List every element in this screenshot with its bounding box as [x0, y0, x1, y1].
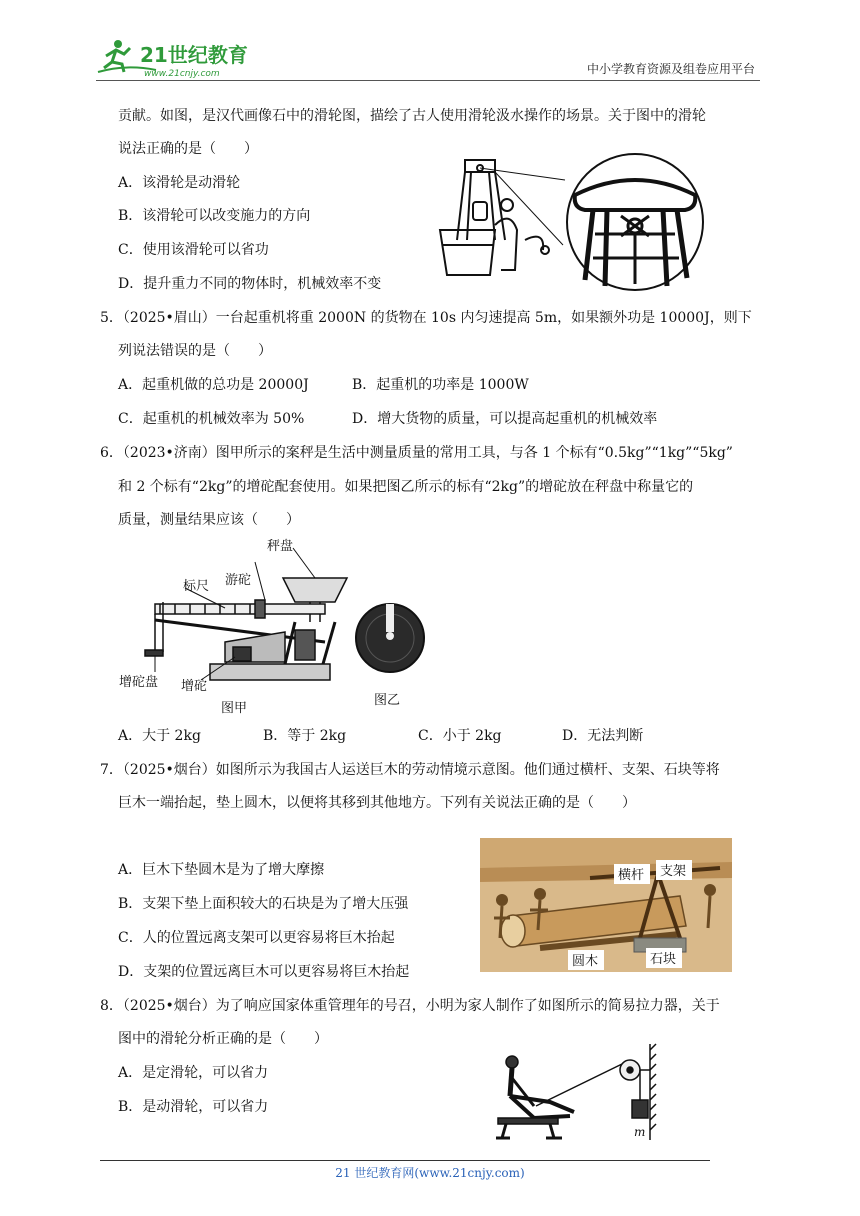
q4-line-2: 说法正确的是（ ） [118, 141, 258, 157]
q8-option-b: B．是动滑轮，可以省力 [118, 1099, 269, 1115]
q5-line-2: 列说法错误的是（ ） [118, 343, 272, 359]
header-divider [96, 80, 760, 81]
q7-line-2: 巨木一端抬起，垫上圆木，以便将其移到其他地方。下列有关说法正确的是（ ） [118, 795, 636, 811]
q7-option-d: D．支架的位置远离巨木可以更容易将巨木抬起 [118, 964, 410, 980]
slotted-weight-figure [350, 600, 430, 712]
label-support-frame: 支架 [660, 864, 687, 879]
label-weight: 增砣 [181, 679, 208, 694]
mass-label: m [634, 1125, 646, 1139]
label-rider: 游砣 [225, 573, 252, 588]
q5-option-c: C．起重机的机械效率为 50% [118, 411, 305, 427]
label-stone-block: 石块 [650, 952, 677, 967]
q7-option-c: C．人的位置远离支架可以更容易将巨木抬起 [118, 930, 395, 946]
q8-line-2: 图中的滑轮分析正确的是（ ） [118, 1031, 328, 1047]
site-logo [96, 36, 256, 80]
q5-option-d: D．增大货物的质量，可以提高起重机的机械效率 [352, 411, 658, 427]
q6-line-2: 和 2 个标有“2kg”的增砣配套使用。如果把图乙所示的标有“2kg”的增砣放在秤盘中称量它的 [118, 479, 694, 495]
log-transport-figure [480, 838, 732, 972]
q4-line-1: 贡献。如图，是汉代画像石中的滑轮图，描绘了古人使用滑轮汲水操作的场景。关于图中的滑轮 [118, 108, 706, 124]
q5-line-1: 5．（2025•眉山）一台起重机将重 2000N 的货物在 10s 内匀速提高 5m，如果额外功是 10000J，则下 [100, 310, 752, 326]
label-pan: 秤盘 [267, 539, 294, 554]
q6-option-b: B．等于 2kg [263, 728, 347, 744]
q4-option-b: B．该滑轮可以改变施力的方向 [118, 208, 311, 224]
q5-option-a: A．起重机做的总功是 20000J [118, 377, 309, 393]
pulley-carving-figure [435, 150, 710, 292]
q7-option-a: A．巨木下垫圆木是为了增大摩擦 [118, 862, 325, 878]
logo-text: 21世纪教育 [140, 43, 248, 67]
footer-link[interactable]: 21 世纪教育网(www.21cnjy.com) [335, 1166, 525, 1180]
label-figure-a: 图甲 [221, 701, 248, 716]
logo-url: www.21cnjy.com [144, 69, 220, 79]
label-lever-bar: 横杆 [618, 868, 645, 883]
q6-option-c: C．小于 2kg [418, 728, 502, 744]
label-figure-b: 图乙 [374, 693, 401, 708]
runner-logo-icon [96, 36, 256, 80]
header-platform-name: 中小学教育资源及组卷应用平台 [586, 62, 755, 76]
q6-line-3: 质量，测量结果应该（ ） [118, 512, 300, 528]
q6-option-a: A．大于 2kg [118, 728, 201, 744]
q4-option-d: D．提升重力不同的物体时，机械效率不变 [118, 276, 382, 292]
label-roller-log: 圆木 [572, 954, 599, 969]
label-weight-pan: 增砣盘 [119, 675, 159, 690]
pulley-exerciser-figure [490, 1040, 660, 1144]
q8-line-1: 8．（2025•烟台）为了响应国家体重管理年的号召，小明为家人制作了如图所示的简易拉力器，关于 [100, 998, 720, 1014]
q4-option-a: A．该滑轮是动滑轮 [118, 175, 241, 191]
q6-option-d: D．无法判断 [562, 728, 644, 744]
q4-option-c: C．使用该滑轮可以省功 [118, 242, 269, 258]
q5-option-b: B．起重机的功率是 1000W [352, 377, 529, 393]
q7-option-b: B．支架下垫上面积较大的石块是为了增大压强 [118, 896, 409, 912]
q7-line-1: 7．（2025•烟台）如图所示为我国古人运送巨木的劳动情境示意图。他们通过横杆、支架、石块等将 [100, 762, 720, 778]
footer-divider [100, 1160, 710, 1161]
q8-option-a: A．是定滑轮，可以省力 [118, 1065, 269, 1081]
label-scale-ruler: 标尺 [183, 579, 210, 594]
q6-line-1: 6．（2023•济南）图甲所示的案秤是生活中测量质量的常用工具，与各 1 个标有“0.5kg”“1kg”“5kg” [100, 445, 733, 461]
